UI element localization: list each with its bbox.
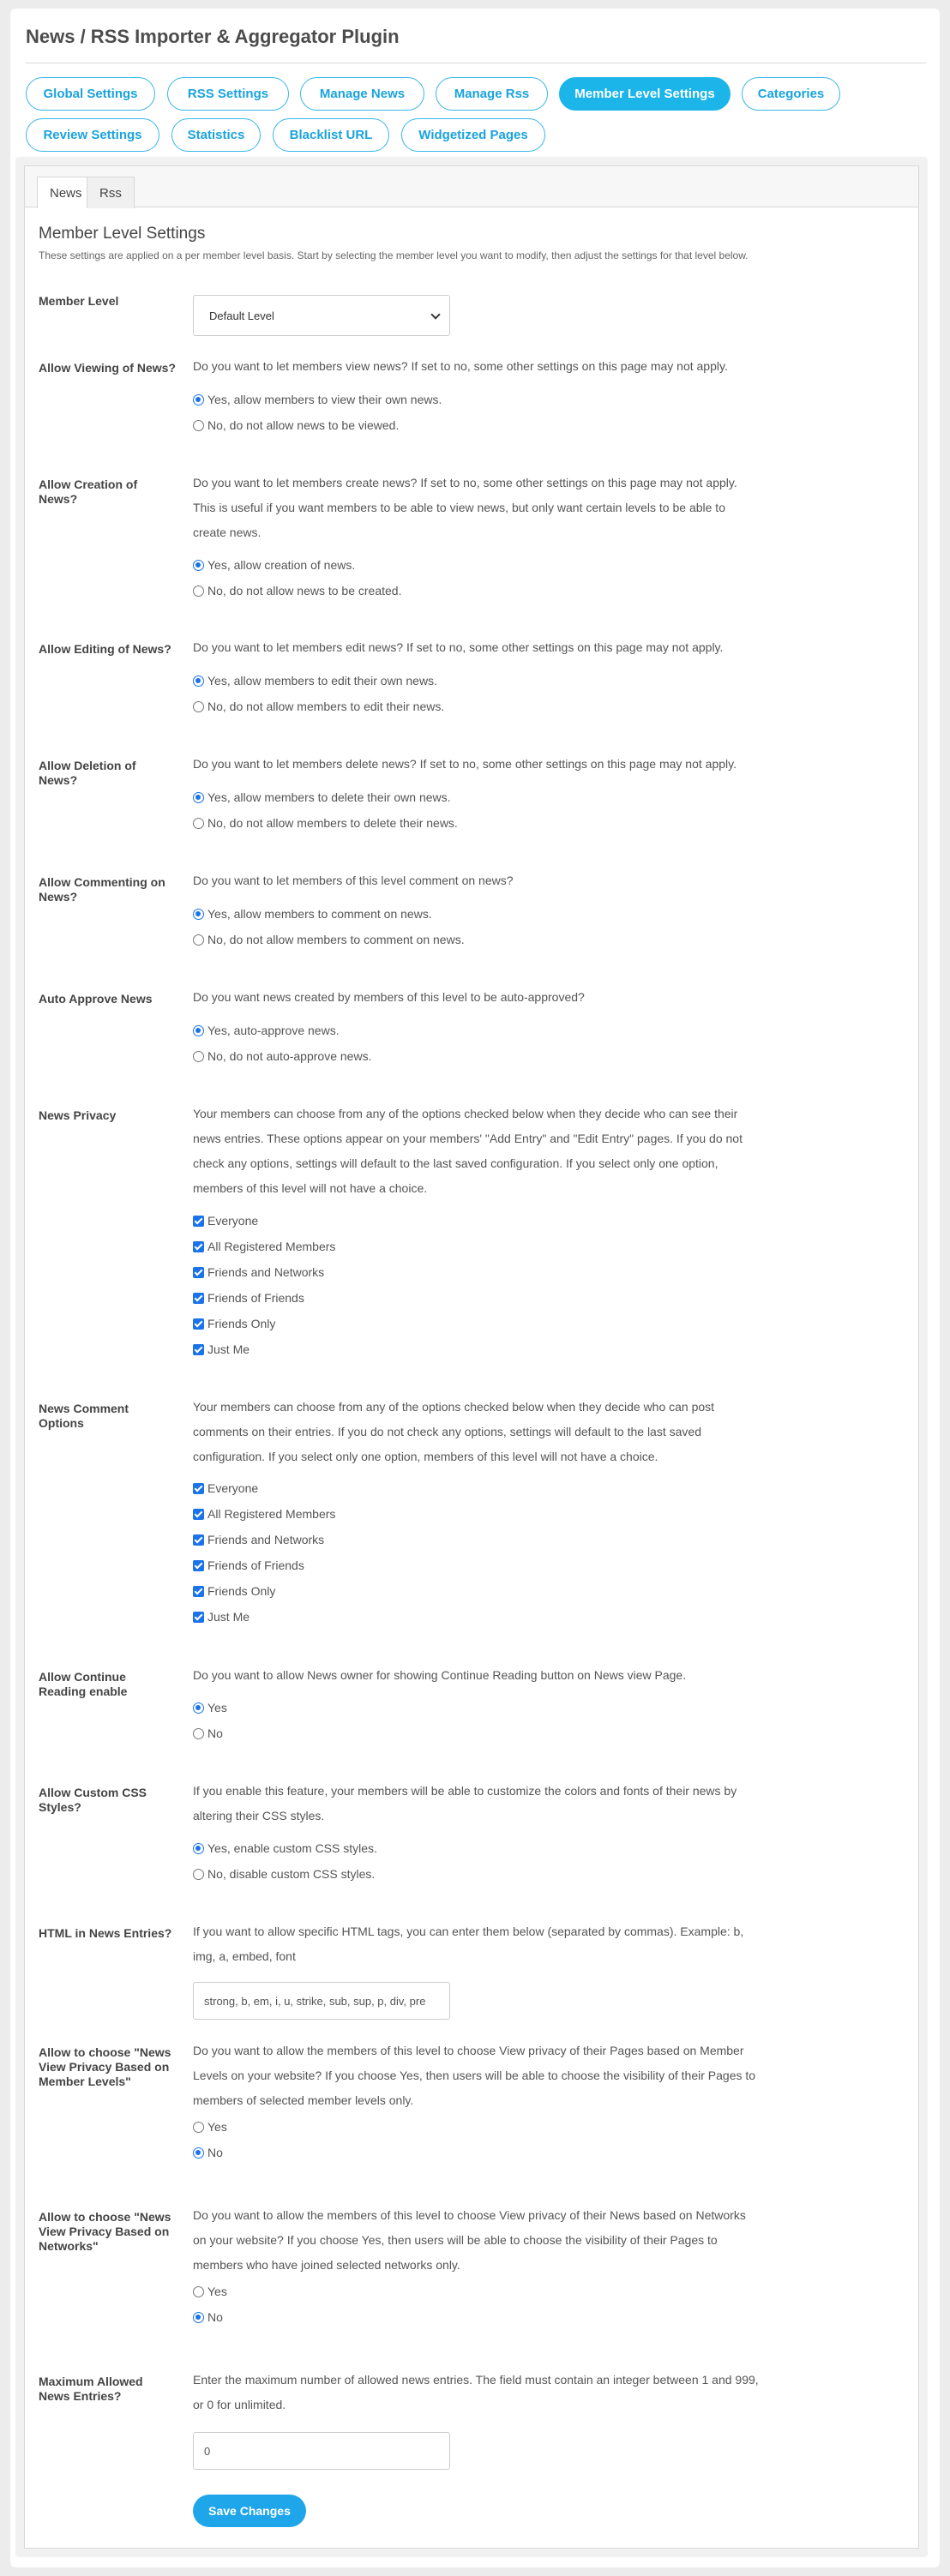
option-label: No, do not allow news to be created. (207, 584, 402, 597)
auto-approve-label: Auto Approve News (39, 992, 153, 1006)
option-label: Friends of Friends (207, 1558, 304, 1572)
radio-selected-icon[interactable] (193, 560, 204, 571)
html-label: HTML in News Entries? (39, 1926, 172, 1940)
option-label: Yes (207, 1701, 227, 1714)
privacy-member-levels-description: Do you want to allow the members of this level to choose View privacy of their Pages based on Member Levels on your website? If you choose Yes, then users will be able to choose the visibility of their Pages to members of selected member levels only. (193, 2044, 756, 2107)
checkbox-checked-icon[interactable] (193, 1560, 204, 1571)
radio-selected-icon[interactable] (193, 1025, 204, 1036)
custom-css-label: Allow Custom CSS Styles? (39, 1786, 147, 1814)
privacy-option-registered[interactable] (193, 1238, 335, 1255)
radio-selected-icon[interactable] (193, 792, 204, 803)
radio-icon[interactable] (193, 1051, 204, 1062)
form-title: Member Level Settings (39, 225, 206, 243)
option-label: Yes, allow members to delete their own news. (207, 790, 451, 804)
radio-icon[interactable] (193, 818, 204, 829)
checkbox-checked-icon[interactable] (193, 1293, 204, 1304)
option-label: No, disable custom CSS styles. (207, 1867, 376, 1881)
comment-option-friends-networks[interactable] (193, 1531, 324, 1548)
comment-option-friends-only[interactable] (193, 1582, 275, 1600)
nav-manage-news[interactable]: Manage News (300, 77, 424, 111)
creation-label: Allow Creation of News? (39, 477, 138, 506)
commenting-option-no[interactable] (193, 931, 465, 948)
radio-icon[interactable] (193, 701, 204, 712)
settings-panel (24, 165, 919, 2549)
viewing-description: Do you want to let members view news? If set to no, some other settings on this page may not apply. (193, 359, 728, 373)
member-level-value: Default Level (209, 309, 274, 322)
checkbox-checked-icon[interactable] (193, 1612, 204, 1623)
editing-label: Allow Editing of News? (39, 642, 171, 656)
nav-member-level-settings[interactable]: Member Level Settings (559, 77, 731, 111)
option-label: Yes, allow members to view their own news. (207, 393, 442, 406)
privacy-networks-option-no[interactable] (193, 2309, 223, 2326)
nav-blacklist-url[interactable]: Blacklist URL (273, 118, 389, 152)
radio-selected-icon[interactable] (193, 394, 204, 405)
option-label: Friends and Networks (207, 1533, 325, 1546)
max-entries-description: Enter the maximum number of allowed news entries. The field must contain an integer between 1 and 999, or 0 for unlimited. (193, 2373, 759, 2411)
member-level-label: Member Level (39, 294, 119, 308)
checkbox-checked-icon[interactable] (193, 1509, 204, 1520)
radio-selected-icon[interactable] (193, 1843, 204, 1854)
option-label: All Registered Members (207, 1507, 336, 1521)
privacy-option-just-me[interactable] (193, 1341, 250, 1358)
checkbox-checked-icon[interactable] (193, 1586, 204, 1597)
custom-css-option-no[interactable] (193, 1865, 375, 1882)
html-description: If you want to allow specific HTML tags, you can enter them below (separated by commas). Example: b, img, a, embed, font (193, 1924, 744, 1963)
custom-css-description: If you enable this feature, your members will be able to customize the colors and fonts of their news by altering their CSS styles. (193, 1784, 737, 1822)
option-label: Friends Only (207, 1317, 276, 1330)
option-label: No, do not auto-approve news. (207, 1049, 372, 1063)
tab-news[interactable]: News (37, 177, 95, 208)
privacy-description: Your members can choose from any of the options checked below when they decide who can see their news entries. These options appear on your members' "Add Entry" and "Edit Entry" pages. If you do not check any options, settings will default to the last saved configuration. If you select only one option, members of this level will not have a choice. (193, 1107, 743, 1195)
commenting-description: Do you want to let members of this level comment on news? (193, 874, 514, 887)
member-level-select[interactable] (193, 295, 450, 336)
privacy-member-levels-label: Allow to choose "News View Privacy Based on Member Levels" (39, 2045, 171, 2088)
comment-option-everyone[interactable] (193, 1480, 258, 1497)
privacy-option-friends-networks[interactable] (193, 1264, 324, 1281)
option-label: Yes, allow members to comment on news. (207, 907, 432, 921)
editing-option-no[interactable] (193, 698, 444, 715)
radio-selected-icon[interactable] (193, 2147, 204, 2159)
privacy-networks-description: Do you want to allow the members of this level to choose View privacy of their News based on Networks on your website? If you choose Yes, then users will be able to choose the visibility of their Pages to members who have joined selected networks only. (193, 2208, 746, 2272)
option-label: Yes, allow creation of news. (207, 558, 356, 572)
continue-reading-option-yes[interactable] (193, 1699, 227, 1716)
option-label: Friends of Friends (207, 1291, 304, 1305)
option-label: No (207, 2310, 223, 2324)
checkbox-checked-icon[interactable] (193, 1344, 204, 1355)
comment-option-just-me[interactable] (193, 1608, 250, 1625)
continue-reading-label: Allow Continue Reading enable (39, 1670, 128, 1698)
tab-rss[interactable]: Rss (87, 177, 135, 208)
comment-options-description: Your members can choose from any of the options checked below when they decide who can post comments on their entries. If you do not check any options, settings will default to the last saved configuration. If you select only one option, members of this level will not have a choice. (193, 1400, 715, 1463)
radio-icon[interactable] (193, 2122, 204, 2133)
editing-option-yes[interactable] (193, 672, 437, 689)
radio-icon[interactable] (193, 585, 204, 597)
option-label: No, do not allow news to be viewed. (207, 418, 400, 432)
custom-css-option-yes[interactable] (193, 1840, 377, 1857)
option-label: Yes, allow members to edit their own news. (207, 674, 437, 688)
privacy-option-everyone[interactable] (193, 1212, 258, 1229)
privacy-label: News Privacy (39, 1108, 117, 1122)
privacy-option-friends-of-friends[interactable] (193, 1289, 304, 1306)
deletion-label: Allow Deletion of News? (39, 759, 136, 787)
comment-option-friends-of-friends[interactable] (193, 1557, 304, 1574)
privacy-member-levels-option-yes[interactable] (193, 2118, 227, 2135)
nav-manage-rss[interactable]: Manage Rss (436, 77, 548, 111)
checkbox-checked-icon[interactable] (193, 1534, 204, 1546)
option-label: Just Me (207, 1342, 250, 1356)
html-tags-input[interactable]: strong, b, em, i, u, strike, sub, sup, p, div, pre (193, 1982, 450, 2020)
option-label: Everyone (207, 1214, 259, 1228)
checkbox-checked-icon[interactable] (193, 1241, 204, 1252)
checkbox-checked-icon[interactable] (193, 1318, 204, 1330)
checkbox-checked-icon[interactable] (193, 1216, 204, 1227)
comment-option-registered[interactable] (193, 1505, 335, 1522)
option-label: All Registered Members (207, 1240, 336, 1253)
option-label: No, do not allow members to edit their news. (207, 700, 445, 713)
commenting-option-yes[interactable] (193, 905, 432, 922)
option-label: No, do not allow members to comment on news. (207, 933, 465, 946)
tab-bar (25, 166, 918, 207)
checkbox-checked-icon[interactable] (193, 1267, 204, 1278)
radio-selected-icon[interactable] (193, 909, 204, 920)
radio-icon[interactable] (193, 1869, 204, 1880)
privacy-networks-label: Allow to choose "News View Privacy Based on Networks" (39, 2210, 171, 2253)
option-label: Friends Only (207, 1584, 276, 1598)
viewing-option-yes[interactable] (193, 391, 442, 408)
option-label: Yes, auto-approve news. (207, 1024, 340, 1037)
option-label: Just Me (207, 1610, 250, 1624)
radio-selected-icon[interactable] (193, 1702, 204, 1714)
comment-options-label: News Comment Options (39, 1402, 129, 1430)
deletion-option-yes[interactable] (193, 789, 451, 806)
viewing-label: Allow Viewing of News? (39, 361, 176, 375)
radio-selected-icon[interactable] (193, 2312, 204, 2323)
form-description: These settings are applied on a per member level basis. Start by selecting the member level you want to modify, then adjust the settings for that level below. (39, 249, 749, 261)
option-label: Yes, enable custom CSS styles. (207, 1841, 377, 1855)
page-title: News / RSS Importer & Aggregator Plugin (26, 26, 400, 47)
auto-approve-option-no[interactable] (193, 1048, 371, 1065)
option-label: No (207, 2146, 223, 2159)
creation-option-yes[interactable] (193, 556, 355, 573)
option-label: Everyone (207, 1481, 259, 1495)
privacy-member-levels-option-no[interactable] (193, 2144, 223, 2161)
option-label: Yes (207, 2285, 227, 2298)
nav-widgetized-pages[interactable]: Widgetized Pages (401, 118, 545, 152)
commenting-label: Allow Commenting on News? (39, 875, 165, 904)
nav-global-settings[interactable]: Global Settings (26, 77, 155, 111)
max-entries-input[interactable]: 0 (193, 2432, 450, 2470)
auto-approve-description: Do you want news created by members of this level to be auto-approved? (193, 990, 585, 1004)
nav-statistics[interactable]: Statistics (171, 118, 261, 152)
privacy-networks-option-yes[interactable] (193, 2283, 227, 2300)
nav-categories[interactable]: Categories (742, 77, 840, 111)
chevron-down-icon (430, 309, 440, 319)
creation-description: Do you want to let members create news? If set to no, some other settings on this page may not apply. This is useful if you want members to be able to view news, but only want certain levels to be able to create news. (193, 476, 737, 539)
radio-icon[interactable] (193, 1728, 204, 1739)
radio-icon[interactable] (193, 934, 204, 946)
continue-reading-description: Do you want to allow News owner for showing Continue Reading button on News view Page. (193, 1668, 687, 1682)
deletion-description: Do you want to let members delete news? If set to no, some other settings on this page may not apply. (193, 757, 737, 771)
viewing-option-no[interactable] (193, 417, 399, 434)
radio-icon[interactable] (193, 420, 204, 431)
radio-icon[interactable] (193, 2286, 204, 2297)
auto-approve-option-yes[interactable] (193, 1022, 340, 1039)
deletion-option-no[interactable] (193, 814, 458, 832)
privacy-option-friends-only[interactable] (193, 1315, 275, 1332)
option-label: Yes (207, 2120, 227, 2134)
max-entries-label: Maximum Allowed News Entries? (39, 2375, 143, 2403)
continue-reading-option-no[interactable] (193, 1725, 223, 1742)
radio-selected-icon[interactable] (193, 676, 204, 687)
creation-option-no[interactable] (193, 582, 401, 599)
nav-rss-settings[interactable]: RSS Settings (167, 77, 289, 111)
checkbox-checked-icon[interactable] (193, 1483, 204, 1494)
option-label: Friends and Networks (207, 1265, 325, 1279)
editing-description: Do you want to let members edit news? If set to no, some other settings on this page may not apply. (193, 640, 724, 654)
save-changes-button[interactable]: Save Changes (193, 2495, 306, 2527)
option-label: No (207, 1726, 223, 1740)
nav-review-settings[interactable]: Review Settings (26, 118, 159, 152)
option-label: No, do not allow members to delete their news. (207, 816, 458, 830)
